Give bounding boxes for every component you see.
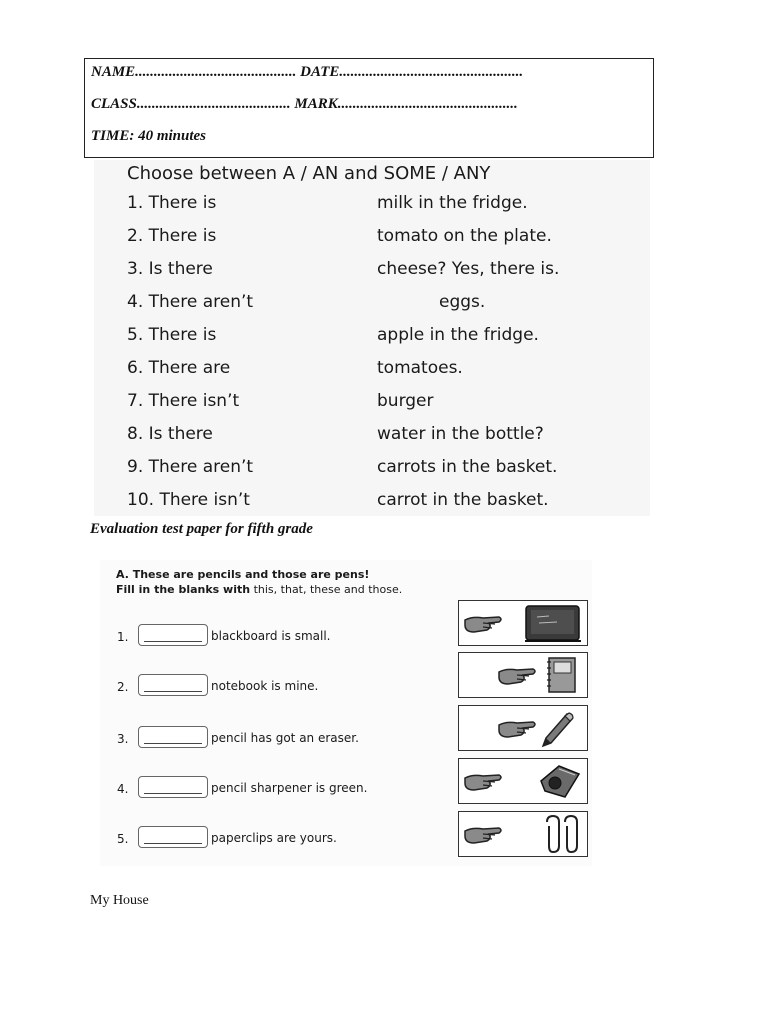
- list-item: [94, 292, 650, 322]
- sentence-end: burger: [377, 391, 434, 411]
- instruction-word-list: this, that, these and those.: [250, 583, 403, 596]
- near-hand-blackboard-icon: [458, 600, 588, 646]
- item-number: 3.: [117, 732, 129, 746]
- sentence-start: 6. There are: [127, 358, 231, 378]
- sentence-start: 4. There aren’t: [127, 292, 254, 312]
- sentence-end: tomato on the plate.: [377, 226, 552, 246]
- list-item: [94, 226, 650, 256]
- far-hand-notebook-icon: [458, 652, 588, 698]
- list-item: [94, 325, 650, 355]
- list-item: [100, 726, 440, 752]
- list-item: [100, 624, 440, 650]
- time-line: TIME: 40 minutes: [91, 128, 207, 144]
- sentence-start: 5. There is: [127, 325, 217, 345]
- student-info-box: [84, 58, 654, 158]
- item-text: notebook is mine.: [211, 679, 319, 693]
- sentence-start: 2. There is: [127, 226, 217, 246]
- test-caption: Evaluation test paper for fifth grade: [90, 521, 313, 537]
- item-text: pencil has got an eraser.: [211, 731, 359, 745]
- item-number: 4.: [117, 782, 129, 796]
- sentence-end: tomatoes.: [377, 358, 463, 378]
- list-item: [100, 826, 440, 852]
- sentence-start: 7. There isn’t: [127, 391, 240, 411]
- sentence-end: carrots in the basket.: [377, 457, 558, 477]
- sentence-end: eggs.: [439, 292, 486, 312]
- sentence-end: apple in the fridge.: [377, 325, 539, 345]
- sentence-start: 1. There is: [127, 193, 217, 213]
- class-mark-line: CLASS......................................... MARK................................................: [91, 96, 518, 112]
- sentence-end: carrot in the basket.: [377, 490, 549, 510]
- sentence-start: 8. Is there: [127, 424, 213, 444]
- answer-blank-3[interactable]: [138, 726, 208, 748]
- item-text: blackboard is small.: [211, 629, 331, 643]
- exercise-a-an-some-any: [94, 160, 650, 516]
- sentence-end: cheese? Yes, there is.: [377, 259, 560, 279]
- list-item: [94, 391, 650, 421]
- answer-blank-1[interactable]: [138, 624, 208, 646]
- list-item: [94, 358, 650, 388]
- exercise2-instruction: [116, 583, 402, 596]
- sentence-end: milk in the fridge.: [377, 193, 528, 213]
- item-text: paperclips are yours.: [211, 831, 337, 845]
- item-number: 1.: [117, 630, 129, 644]
- instruction-bold-text: Fill in the blanks with: [116, 583, 251, 596]
- answer-blank-5[interactable]: [138, 826, 208, 848]
- item-number: 5.: [117, 832, 129, 846]
- list-item: [94, 193, 650, 223]
- exercise1-title: Choose between A / AN and SOME / ANY: [127, 163, 491, 184]
- sentence-start: 9. There aren’t: [127, 457, 254, 477]
- near-hand-paperclips-icon: [458, 811, 588, 857]
- far-hand-pencil-icon: [458, 705, 588, 751]
- sentence-end: water in the bottle?: [377, 424, 544, 444]
- name-date-line: NAME........................................... DATE.................................................: [91, 64, 524, 80]
- item-text: pencil sharpener is green.: [211, 781, 368, 795]
- exercise2-heading: A. These are pencils and those are pens!: [116, 568, 370, 581]
- list-item: [94, 490, 650, 520]
- sentence-start: 3. Is there: [127, 259, 213, 279]
- item-number: 2.: [117, 680, 129, 694]
- exercise-this-that-these-those: [100, 560, 592, 866]
- list-item: [94, 457, 650, 487]
- section-title-my-house: My House: [90, 893, 149, 908]
- near-hand-sharpener-icon: [458, 758, 588, 804]
- list-item: [94, 424, 650, 454]
- sentence-start: 10. There isn’t: [127, 490, 250, 510]
- answer-blank-2[interactable]: [138, 674, 208, 696]
- list-item: [100, 674, 440, 700]
- list-item: [100, 776, 440, 802]
- answer-blank-4[interactable]: [138, 776, 208, 798]
- list-item: [94, 259, 650, 289]
